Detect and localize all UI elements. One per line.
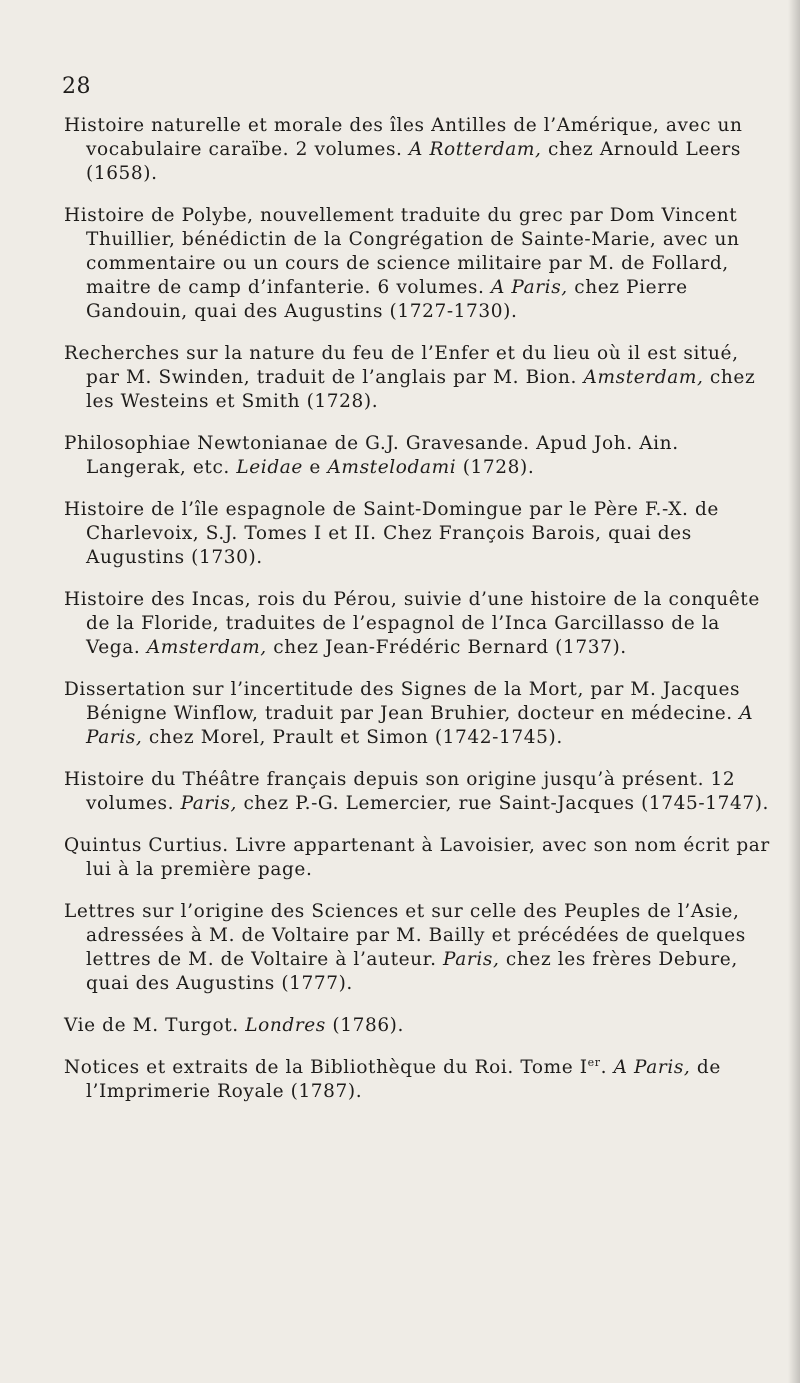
- bibliography-entry: Dissertation sur l’incertitude des Signes de la Mort, par M. Jacques Bénigne Winflow, traduit par Jean Bruhier, docteur en médecine. A Paris, chez Morel, Prault et Simon (1742-1745).: [64, 679, 754, 748]
- bibliography-entry: Recherches sur la nature du feu de l’Enfer et du lieu où il est situé, par M. Swinden, traduit de l’anglais par M. Bion. Amsterdam, chez les Westeins et Smith (1728).: [64, 343, 756, 412]
- bibliography-entry: Histoire de l’île espagnole de Saint-Domingue par le Père F.-X. de Charlevoix, S.J. Tomes I et II. Chez François Barois, quai des Augustins (1730).: [64, 499, 719, 568]
- bibliography-entry: Histoire de Polybe, nouvellement traduite du grec par Dom Vincent Thuillier, bénédictin de la Congrégation de Sainte-Marie, avec un commentaire ou un cours de science militaire par M. de Follard, maitre de camp d’infanterie. 6 volumes. A Paris, chez Pierre Gandouin, quai des Augustins (1727-1730).: [64, 205, 740, 322]
- bibliography-entry: Philosophiae Newtonianae de G.J. Gravesande. Apud Joh. Ain. Langerak, etc. Leidae e Amstelodami (1728).: [64, 433, 679, 478]
- bibliography-entry: Notices et extraits de la Bibliothèque du Roi. Tome Ier. A Paris, de l’Imprimerie Royale (1787).: [64, 1055, 721, 1102]
- bibliography-entry: Vie de M. Turgot. Londres (1786).: [64, 1015, 404, 1036]
- bibliography-entry: Quintus Curtius. Livre appartenant à Lavoisier, avec son nom écrit par lui à la première page.: [64, 835, 770, 880]
- page-number: 28: [62, 74, 91, 99]
- bibliography-list: [64, 114, 774, 1122]
- bibliography-entry: Histoire du Théâtre français depuis son origine jusqu’à présent. 12 volumes. Paris, chez P.-G. Lemercier, rue Saint-Jacques (1745-1747).: [64, 769, 769, 814]
- bibliography-entry: Histoire naturelle et morale des îles Antilles de l’Amérique, avec un vocabulaire caraïbe. 2 volumes. A Rotterdam, chez Arnould Leers (1658).: [64, 115, 743, 184]
- bibliography-entry: Histoire des Incas, rois du Pérou, suivie d’une histoire de la conquête de la Floride, traduites de l’espagnol de l’Inca Garcillasso de la Vega. Amsterdam, chez Jean-Frédéric Bernard (1737).: [64, 589, 760, 658]
- page-edge-shadow: [788, 0, 800, 1383]
- bibliography-entry: Lettres sur l’origine des Sciences et sur celle des Peuples de l’Asie, adressées à M. de Voltaire par M. Bailly et précédées de quelques lettres de M. de Voltaire à l’auteur. Paris, chez les frères Debure, quai des Augustins (1777).: [64, 901, 746, 994]
